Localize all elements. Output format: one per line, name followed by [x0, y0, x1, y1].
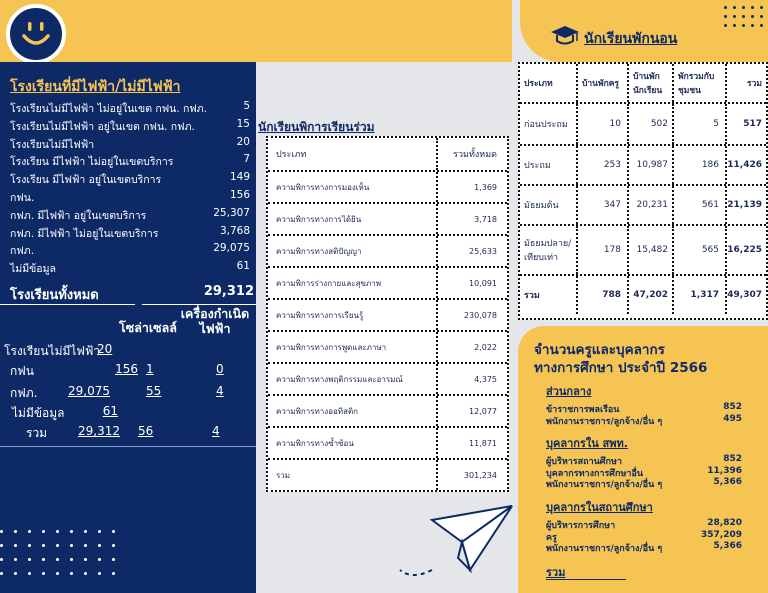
personnel-sum-label: รวม: [546, 566, 566, 579]
table-row: [268, 300, 507, 332]
boarding-sum: 49,307: [727, 290, 762, 300]
personnel-title-line1: จำนวนครูและบุคลากร: [534, 342, 665, 358]
decorative-dots-bottom: [0, 530, 130, 590]
special-type: ความพิการทางสติปัญญา: [268, 236, 438, 266]
personnel-item-value: 11,396: [707, 465, 742, 476]
list-item: [10, 171, 250, 188]
school-row-label: โรงเรียนไม่มีไฟฟ้า อยู่ในเขต กฟน. กฟภ.: [10, 120, 195, 133]
special-type: ความพิการทางพฤติกรรมและอารมณ์: [268, 364, 438, 394]
divider: [0, 446, 256, 447]
table-row: [268, 396, 507, 428]
divider: [546, 579, 626, 580]
dot: [28, 558, 31, 561]
list-item: [10, 100, 250, 117]
list-item: [546, 541, 742, 555]
dot: [56, 558, 59, 561]
dot: [56, 572, 59, 575]
special-type: ความพิการทางการมองเห็น: [268, 172, 438, 202]
power-row-label: ไม่มีข้อมูล: [12, 406, 65, 420]
dot: [742, 15, 745, 18]
table-row: [268, 364, 507, 396]
schools-total-value: 29,312: [203, 284, 254, 299]
special-type: ความพิการทางการเรียนรู้: [268, 300, 438, 330]
no-power-value: 20: [97, 342, 113, 356]
special-type: ความพิการร่างกายและสุขภาพ: [268, 268, 438, 298]
boarding-type: มัธยมปลาย/เทียบเท่า: [520, 226, 578, 274]
table-row: [520, 226, 766, 276]
boarding-student-house: 10,987: [629, 146, 674, 184]
boarding-teacher-house: 178: [578, 226, 629, 274]
boarding-teacher-house: 253: [578, 146, 629, 184]
power-row-generator: 4: [212, 424, 220, 438]
school-row-value: 149: [229, 171, 250, 184]
dot: [724, 6, 727, 9]
table-row: [268, 236, 507, 268]
dot: [98, 558, 101, 561]
table-row: [520, 104, 766, 146]
col-header: บ้านพักครู: [578, 64, 629, 102]
boarding-table: [518, 62, 768, 320]
dot: [42, 530, 45, 533]
dot: [724, 24, 727, 27]
dot: [70, 558, 73, 561]
dot: [98, 544, 101, 547]
personnel-item-label: พนักงานราชการ/ลูกจ้าง/อื่น ๆ: [546, 480, 663, 490]
boarding-teacher-house: 788: [578, 276, 629, 314]
dot: [0, 558, 3, 561]
school-row-value: 7: [243, 153, 250, 166]
power-row-generator: 4: [216, 384, 224, 398]
boarding-student-house: 15,482: [629, 226, 674, 274]
table-row: [520, 276, 766, 314]
table-row: [520, 186, 766, 226]
power-row-label: รวม: [26, 426, 48, 440]
special-total: 230,078: [463, 310, 497, 320]
power-row-solar: 1: [146, 362, 154, 376]
special-type: ความพิการทางออทิสติก: [268, 396, 438, 426]
dot: [751, 15, 754, 18]
list-item: [10, 207, 250, 224]
personnel-item-label: ผู้บริหารสถานศึกษา: [546, 457, 622, 467]
personnel-item-label: ครู: [546, 532, 557, 543]
smiley-icon: [6, 4, 66, 64]
personnel-section-title: บุคลากรใน สพท.: [546, 437, 628, 450]
special-total: 4,375: [474, 374, 497, 384]
dot: [70, 572, 73, 575]
dot: [0, 530, 3, 533]
power-row-solar: 55: [146, 384, 162, 398]
boarding-teacher-house: 347: [578, 186, 629, 224]
special-type: ความพิการทางซ้ำซ้อน: [268, 428, 438, 458]
divider: [142, 304, 256, 305]
dot: [742, 6, 745, 9]
dot: [724, 15, 727, 18]
schools-total-label: โรงเรียนทั้งหมด: [10, 288, 99, 303]
special-total: 1,369: [474, 182, 497, 192]
list-item: [10, 153, 250, 170]
dot: [70, 530, 73, 533]
personnel-item-value: 357,209: [701, 529, 742, 540]
dot: [733, 6, 736, 9]
dot: [0, 544, 3, 547]
dot: [56, 544, 59, 547]
boarding-community: 565: [674, 226, 727, 274]
power-row-count: 156: [115, 362, 138, 376]
solar-column-header: โซล่าเซลล์: [119, 320, 177, 335]
school-row-label: โรงเรียนไม่มีไฟฟ้า: [10, 138, 95, 151]
graduation-cap-icon: [550, 24, 580, 50]
special-total: 25,633: [469, 246, 497, 256]
dot: [28, 530, 31, 533]
dot: [84, 544, 87, 547]
decorative-dots-top: [724, 6, 764, 30]
boarding-type: ก่อนประถม: [520, 104, 578, 144]
personnel-item-label: ผู้บริหารการศึกษา: [546, 521, 616, 531]
school-row-label: โรงเรียน มีไฟฟ้า อยู่ในเขตบริการ: [10, 174, 162, 187]
list-item: [10, 136, 250, 153]
special-type: ความพิการทางการพูดและภาษา: [268, 332, 438, 362]
dot: [28, 572, 31, 575]
boarding-community: 5: [674, 104, 727, 144]
table-row: [268, 204, 507, 236]
school-row-label: กฟภ. มีไฟฟ้า อยู่ในเขตบริการ: [10, 209, 147, 222]
col-header: บ้านพักนักเรียน: [629, 64, 674, 102]
table-row: [520, 146, 766, 186]
table-row: [268, 460, 507, 490]
personnel-title-line2: ทางการศึกษา ประจำปี 2566: [534, 360, 708, 376]
personnel-section-title: ส่วนกลาง: [546, 385, 592, 398]
schools-panel: [0, 62, 256, 593]
schools-title: โรงเรียนที่มีไฟฟ้า/ไม่มีไฟฟ้า: [10, 79, 181, 95]
list-item: [546, 414, 742, 428]
dot: [733, 15, 736, 18]
boarding-type: ประถม: [520, 146, 578, 184]
boarding-sum: 517: [743, 119, 762, 129]
table-row: [268, 268, 507, 300]
boarding-title: นักเรียนพักนอน: [584, 31, 678, 47]
table-header-row: [520, 64, 766, 104]
school-row-value: 5: [243, 100, 250, 112]
dot: [733, 24, 736, 27]
dot: [751, 24, 754, 27]
power-row-label: กฟน: [10, 364, 34, 378]
school-row-value: 15: [236, 117, 250, 130]
personnel-item-value: 852: [723, 454, 742, 464]
boarding-student-house: 502: [629, 104, 674, 144]
boarding-sum: 21,139: [727, 200, 762, 210]
school-row-value: 3,768: [219, 224, 250, 237]
personnel-item-label: พนักงานราชการ/ลูกจ้าง/อื่น ๆ: [546, 544, 663, 554]
power-row-count: 29,075: [68, 384, 110, 398]
boarding-community: 1,317: [674, 276, 727, 314]
dot: [56, 530, 59, 533]
table-row: [268, 332, 507, 364]
list-item: [10, 260, 250, 277]
special-sum-label: รวม: [268, 460, 438, 490]
special-total: 10,091: [469, 278, 497, 288]
boarding-sum: 16,225: [727, 245, 762, 255]
personnel-section-title: บุคลากรในสถานศึกษา: [546, 501, 653, 514]
boarding-student-house: 20,231: [629, 186, 674, 224]
personnel-item-value: 5,366: [713, 477, 742, 487]
dot: [760, 6, 763, 9]
list-item: [546, 477, 742, 491]
special-type: ความพิการทางการได้ยิน: [268, 204, 438, 234]
special-needs-title: นักเรียนพิการเรียนร่วม: [258, 120, 375, 134]
dot: [42, 544, 45, 547]
boarding-community: 186: [674, 146, 727, 184]
schools-total-row: [10, 284, 254, 305]
dot: [28, 544, 31, 547]
dot: [14, 572, 17, 575]
boarding-community: 561: [674, 186, 727, 224]
col-type-header: ประเภท: [268, 138, 438, 170]
school-row-label: กฟภ. มีไฟฟ้า ไม่อยู่ในเขตบริการ: [10, 227, 159, 240]
col-header: รวม: [747, 79, 762, 89]
school-row-label: กฟน.: [10, 192, 35, 204]
school-row-value: 25,307: [213, 206, 250, 219]
dot: [112, 558, 115, 561]
list-item: [10, 225, 250, 242]
personnel-item-label: บุคลากรทางการศึกษาอื่น: [546, 468, 644, 479]
dot: [98, 572, 101, 575]
list-item: [10, 189, 250, 206]
personnel-item-value: 5,366: [713, 541, 742, 551]
dot: [0, 572, 3, 575]
dot: [14, 544, 17, 547]
personnel-item-value: 495: [723, 413, 742, 424]
dot: [112, 544, 115, 547]
dot: [84, 558, 87, 561]
boarding-sum: 11,426: [727, 160, 762, 170]
personnel-item-value: 852: [723, 402, 742, 412]
list-item: [10, 242, 250, 259]
divider: [0, 304, 135, 305]
school-row-value: 29,075: [213, 242, 250, 255]
special-total: 11,871: [469, 438, 497, 448]
dot: [112, 572, 115, 575]
paper-plane-icon: [392, 500, 518, 592]
dot: [14, 558, 17, 561]
power-row-label: กฟภ.: [10, 386, 38, 400]
dot: [14, 530, 17, 533]
dot: [42, 558, 45, 561]
personnel-item-label: ข้าราชการพลเรือน: [546, 405, 620, 415]
generator-column-header: เครื่องกำเนิดไฟฟ้า: [180, 306, 250, 336]
list-item: [10, 118, 250, 135]
dot: [760, 15, 763, 18]
school-row-label: กฟภ.: [10, 245, 35, 258]
dot: [42, 572, 45, 575]
boarding-type: รวม: [520, 276, 578, 314]
dot: [751, 6, 754, 9]
school-row-label: ไม่มีข้อมูล: [10, 263, 56, 276]
special-sum-total: 301,234: [463, 470, 497, 480]
power-row-generator: 0: [216, 362, 224, 376]
power-row-count: 61: [102, 404, 118, 418]
boarding-teacher-house: 10: [578, 104, 629, 144]
dot: [84, 530, 87, 533]
personnel-item-label: พนักงานราชการ/ลูกจ้าง/อื่น ๆ: [546, 416, 663, 427]
school-row-value: 20: [236, 135, 250, 148]
school-row-value: 156: [229, 189, 250, 201]
school-row-value: 61: [236, 260, 250, 273]
special-total: 12,077: [469, 406, 497, 416]
table-row: [268, 172, 507, 204]
no-power-label: โรงเรียนไม่มีไฟฟ้า: [4, 344, 101, 358]
school-row-label: โรงเรียน มีไฟฟ้า ไม่อยู่ในเขตบริการ: [10, 156, 174, 169]
personnel-item-value: 28,820: [707, 518, 742, 528]
special-needs-table: [266, 136, 509, 492]
col-header: พักรวมกับชุมชน: [674, 64, 727, 102]
dot: [84, 572, 87, 575]
dot: [70, 544, 73, 547]
table-header-row: [268, 138, 507, 172]
dot: [112, 530, 115, 533]
dot: [760, 24, 763, 27]
power-row-solar: 56: [138, 424, 154, 438]
special-total: 3,718: [474, 214, 497, 224]
boarding-type: มัธยมต้น: [520, 186, 578, 224]
dot: [98, 530, 101, 533]
school-row-label: โรงเรียนไม่มีไฟฟ้า ไม่อยู่ในเขต กฟน. กฟภ.: [10, 103, 208, 115]
special-total: 2,022: [474, 342, 497, 352]
col-header: ประเภท: [520, 64, 578, 102]
power-row-count: 29,312: [78, 424, 120, 438]
boarding-student-house: 47,202: [629, 276, 674, 314]
dot: [742, 24, 745, 27]
col-total-header: รวมทั้งหมด: [453, 150, 497, 160]
table-row: [268, 428, 507, 460]
